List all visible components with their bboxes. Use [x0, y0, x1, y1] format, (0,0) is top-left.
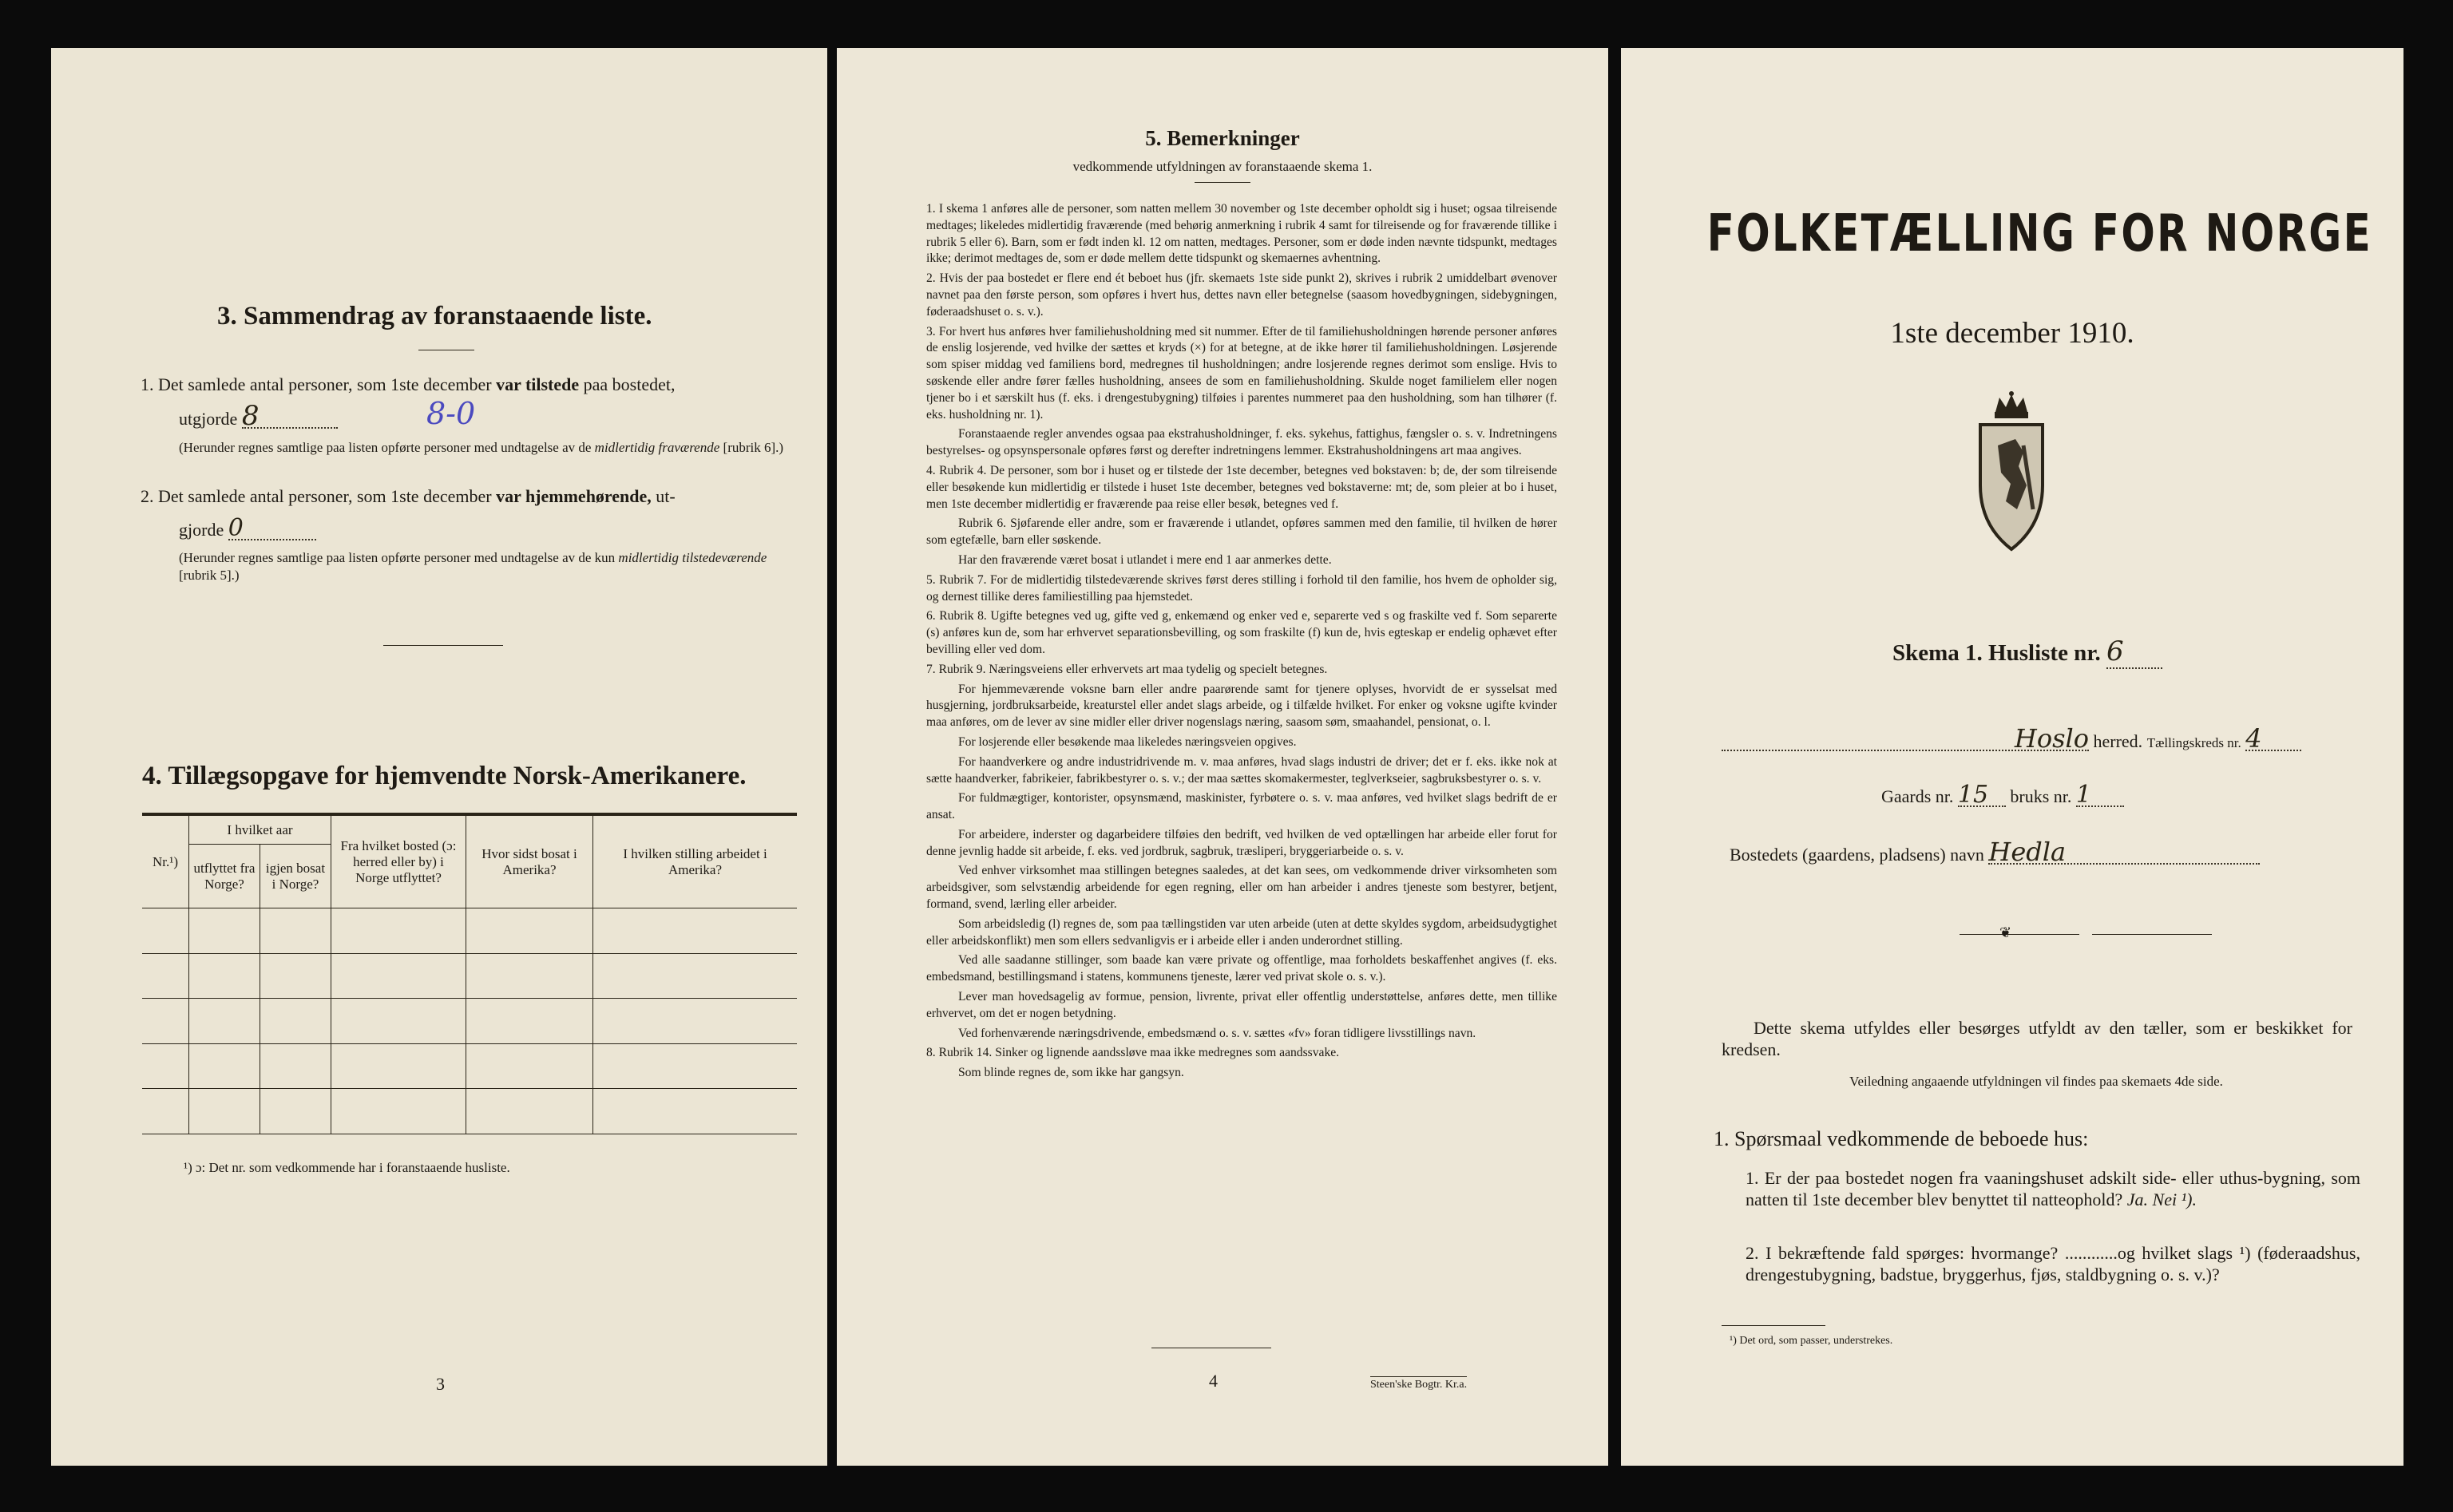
remark-paragraph: 2. Hvis der paa bostedet er flere end ét beboet hus (jfr. skemaets 1ste side punkt 2), skrives i rubrik 2 umiddelbart øvenover navnet paa den første person, som opføres i hvert hus, dettes navn eller betegnelse (saasom hovedbygningen, sidebygningen, føderaadshuset o. s. v.).	[926, 271, 1557, 319]
remark-paragraph: Foranstaaende regler anvendes ogsaa paa ekstrahusholdninger, f. eks. sykehus, fattighus, fængsler o. s. v. Indretningens bestyrelses- og opsynspersonale opføres først og derefter indretningens lemmer. Ekstrahusholdningens art maa angives.	[926, 427, 1557, 458]
right-page	[1621, 48, 2403, 1466]
krets-number: 4	[2245, 728, 2301, 751]
summary-item-1-note: (Herunder regnes samtlige paa listen opførte personer med undtagelse av de midlertidig fraværende [rubrik 6].)	[179, 440, 784, 455]
remark-paragraph: Som blinde regnes de, som ikke har gangsyn.	[958, 1066, 1184, 1080]
pencil-annotation: 8-0	[426, 396, 476, 431]
remark-paragraph: For hjemmeværende voksne barn eller andre paarørende samt for tjenere oplyses, hvorvidt de er sysselsat med husgjerning, jordbruksarbeide, kreaturstel eller andet slags arbeide, og i tilfælde hvilket. For enker og voksne ugifte kvinder maa anføres, om de lever av sine midler eller driver nogenslags næring, saasom søm, smaahandel, pensionat, o. l.	[926, 682, 1557, 730]
herred-value: Hoslo	[1722, 728, 2089, 751]
husliste-number: 6	[2106, 635, 2162, 669]
remarks-title: 5. Bemerkninger	[1145, 126, 1300, 150]
remark-paragraph: Ved enhver virksomhet maa stillingen betegnes saaledes, at det kan sees, om vedkommende driver virksomheten som arbeidsgiver, som selvstændig arbeidende for egen regning, eller om han arbeider i andres tjeneste som bestyrer, betjent, formand, svend, lærling eller arbeider.	[926, 864, 1557, 912]
bruks-number: 1	[2076, 784, 2124, 807]
guidance-note: Veiledning angaaende utfyldningen vil findes paa skemaets 4de side.	[1849, 1074, 2223, 1089]
divider	[2092, 934, 2212, 935]
summary-item-2: 2. Det samlede antal personer, som 1ste december var hjemmehørende, ut-	[141, 486, 676, 506]
answer-options: Ja. Nei ¹).	[2126, 1189, 2197, 1209]
coat-of-arms-icon	[1968, 390, 2055, 565]
printer-mark: Steen'ske Bogtr. Kr.a.	[1370, 1376, 1467, 1391]
col-year-group: I hvilket aar	[189, 816, 331, 845]
remark-paragraph: 5. Rubrik 7. For de midlertidig tilstedeværende skrives først deres stilling i forhold til den familie, hos hvem de opholder sig, og dernest tillike deres familiestilling paa hjemstedet.	[926, 572, 1557, 604]
col-nr: Nr.¹)	[142, 816, 189, 908]
col-occupation: I hvilken stilling arbeidet i Amerika?	[593, 816, 798, 908]
ornament-icon: ❦	[1999, 924, 2012, 940]
remark-paragraph: 8. Rubrik 14. Sinker og lignende aandssløve maa ikke medregnes som aandssvake.	[926, 1046, 1340, 1060]
question-1: 1. Er der paa bostedet nogen fra vaaningshuset adskilt side- eller uthus-bygning, som natten til 1ste december blev benyttet til natteophold? Ja. Nei ¹).	[1746, 1168, 2360, 1209]
remark-paragraph: Rubrik 6. Sjøfarende eller andre, som er fraværende i utlandet, opføres sammen med den familie, til hvilken de hører som egtefælle, barn eller søskende.	[926, 517, 1557, 548]
remark-paragraph: For haandverkere og andre industridrivende m. v. maa anføres, hvad slags industri de driver; det er f. eks. ikke nok at sætte haandverker, fabrikeier, fabrikbestyrer o. s. v.; der maa sættes skomakermester, teglverkseier, sagbruksbestyrer o. s. v.	[926, 754, 1557, 786]
remark-paragraph: 7. Rubrik 9. Næringsveiens eller erhvervets art maa tydelig og specielt betegnes.	[926, 662, 1328, 676]
col-emigrated: utflyttet fra Norge?	[189, 845, 260, 908]
divider	[1960, 934, 2079, 935]
col-returned: igjen bosat i Norge?	[260, 845, 331, 908]
schema-line: Skema 1. Husliste nr. 6	[1892, 635, 2162, 669]
middle-page	[837, 48, 1608, 1466]
form-title: FOLKETÆLLING FOR NORGE	[1706, 204, 2373, 263]
remark-paragraph: Har den fraværende været bosat i utlandet i mere end 1 aar anmerkes dette.	[958, 552, 1332, 567]
norsk-amerikanere-table	[142, 813, 797, 1134]
divider	[383, 645, 503, 646]
col-origin: Fra hvilket bosted (ɔ: herred eller by) i Norge utflyttet?	[331, 816, 466, 908]
summary-item-1-value-line: utgjorde 8	[179, 406, 338, 429]
left-page	[51, 48, 827, 1466]
form-title-wrap	[1621, 204, 2403, 263]
remark-paragraph: For arbeidere, inderster og dagarbeidere tilføies den bedrift, ved hvilken de ved optællingen har arbeide eller forut for denne jevnlig hadde sit arbeide, f. eks. ved jordbruk, sagbruk, træsliperi, bryggeriarbeide o. s. v.	[926, 827, 1557, 858]
page-number: 4	[1209, 1371, 1218, 1391]
section-3-title: 3. Sammendrag av foranstaaende liste.	[217, 302, 652, 331]
bosted-line: Bostedets (gaardens, pladsens) navn Hedla	[1730, 841, 2260, 865]
right-footnote: ¹) Det ord, som passer, understrekes.	[1730, 1335, 1893, 1347]
remark-paragraph: 3. For hvert hus anføres hver familiehusholdning med sit nummer. Efter de til familiehusholdningen hørende personer anføres de enslig losjerende, ved hvilke der sættes et kryds (×) for at betegne, at de ikke hører til familiehusholdningen. Løsjerende som spiser middag ved familiens bord, medregnes til husholdningen; andre losjerende regnes derimot som enslige. Hvis to søskende eller andre fører fælles husholdning, ansees de som en familiehusholdning. Skulde noget familielem eller nogen tjener bo i et særskilt hus (f. eks. i drengestubygning) tilføies i parentes nummeret paa den husholdning, som han tilhører (f. eks. husholdning nr. 1).	[926, 324, 1557, 422]
remark-paragraph: 4. Rubrik 4. De personer, som bor i huset og er tilstede der 1ste december, betegnes ved bokstaven: b; de, der som tilreisende eller besøkende kun midlertidig er tilstede i huset 1ste december, betegnes ved bokstaverne: mt; de, som pleier at bo i huset, men 1ste december midlertidig er fraværende paa reise eller besøk, betegnes ved f.	[926, 463, 1557, 511]
remark-paragraph: For losjerende eller besøkende maa likeledes næringsveien opgives.	[958, 734, 1297, 749]
present-count: 8	[242, 406, 338, 429]
question-2: 2. I bekræftende fald spørges: hvormange? ............og hvilket slags ¹) (føderaadshus, drengestubygning, badstue, bryggerhus, fjøs, staldbygning o. s. v.)?	[1746, 1243, 2360, 1284]
remark-paragraph: Som arbeidsledig (l) regnes de, som paa tællingstiden var uten arbeide (uten at dette skyldes sygdom, arbeidsudygtighet eller arbeidskonflikt) men som ellers sedvanligvis er i arbeide eller i anden underordnet stilling.	[926, 916, 1557, 948]
summary-item-2-value-line: gjorde 0	[179, 517, 316, 540]
remark-paragraph: Lever man hovedsagelig av formue, pension, livrente, privat eller offentlig understøttelse, anføres dette, men tillike erhvervet, om det er nogen betydning.	[926, 990, 1557, 1020]
remark-paragraph: 6. Rubrik 8. Ugifte betegnes ved ug, gifte ved g, enkemænd og enker ved e, separerte ved s og fraskilte ved f. Som separerte (s) anføres kun de, som har erhvervet separationsbevilling, og som fraskilte (f) kun de, hvis egteskap er endelig ophævet efter bevilling eller ved dom.	[926, 609, 1557, 656]
remark-paragraph: Ved forhenværende næringsdrivende, embedsmænd o. s. v. sættes «fv» foran tidligere livsstillings navn.	[958, 1026, 1476, 1040]
remark-paragraph: Ved alle saadanne stillinger, som baade kan være private og offentlige, maa forholdets beskaffenhet angives (f. eks. embedsmand, bestillingsmand i statens, kommunens tjeneste, lærer ved privat skole o. s. v.).	[926, 953, 1557, 984]
summary-item-2-note: (Herunder regnes samtlige paa listen opførte personer med undtagelse av de kun midlertidig tilstedeværende [rubrik 5].)	[179, 550, 767, 583]
section-4-title: 4. Tillægsopgave for hjemvendte Norsk-Amerikanere.	[142, 762, 747, 790]
bosted-name: Hedla	[1988, 841, 2260, 865]
col-america-residence: Hvor sidst bosat i Amerika?	[466, 816, 593, 908]
remarks-subtitle: vedkommende utfyldningen av foranstaaende skema 1.	[1072, 159, 1373, 174]
gaards-number: 15	[1958, 784, 2006, 807]
intro-text: Dette skema utfyldes eller besørges utfyldt av den tæller, som er beskikket for kredsen.	[1722, 1018, 2352, 1059]
remark-paragraph: For fuldmægtiger, kontorister, opsynsmænd, maskinister, fyrbøtere o. s. v. maa anføres, ved hvilket slags bedrift de er ansat.	[926, 791, 1557, 822]
summary-item-1: 1. Det samlede antal personer, som 1ste december var tilstede paa bostedet,	[141, 374, 676, 394]
remark-paragraph: 1. I skema 1 anføres alle de personer, som natten mellem 30 november og 1ste december opholdt sig i huset; ogsaa tilreisende medtages; likeledes midlertidig fraværende (med behørig anmerkning i rubrik 4 samt for tilreisende og for fraværende tillike i rubrik 5 eller 6). Barn, som er født inden kl. 12 om natten, medtages. Personer, som er døde inden nævnte tidspunkt, medtages ikke; derimot medtages de, som er døde mellem dette tidspunkt og skemaernes avhentning.	[926, 202, 1557, 266]
divider	[1195, 182, 1250, 183]
census-date: 1ste december 1910.	[1890, 317, 2134, 350]
remarks-list	[926, 201, 1557, 1085]
table-footnote: ¹) ɔ: Det nr. som vedkommende har i foranstaaende husliste.	[184, 1160, 510, 1175]
page-number: 3	[436, 1374, 445, 1394]
resident-count: 0	[228, 517, 316, 540]
herred-line: Hoslo herred. Tællingskreds nr. 4	[1722, 728, 2376, 752]
divider	[1722, 1325, 1825, 1326]
question-heading: 1. Spørsmaal vedkommende de beboede hus:	[1714, 1127, 2089, 1150]
gaard-line: Gaards nr. 15 bruks nr. 1	[1881, 784, 2124, 807]
